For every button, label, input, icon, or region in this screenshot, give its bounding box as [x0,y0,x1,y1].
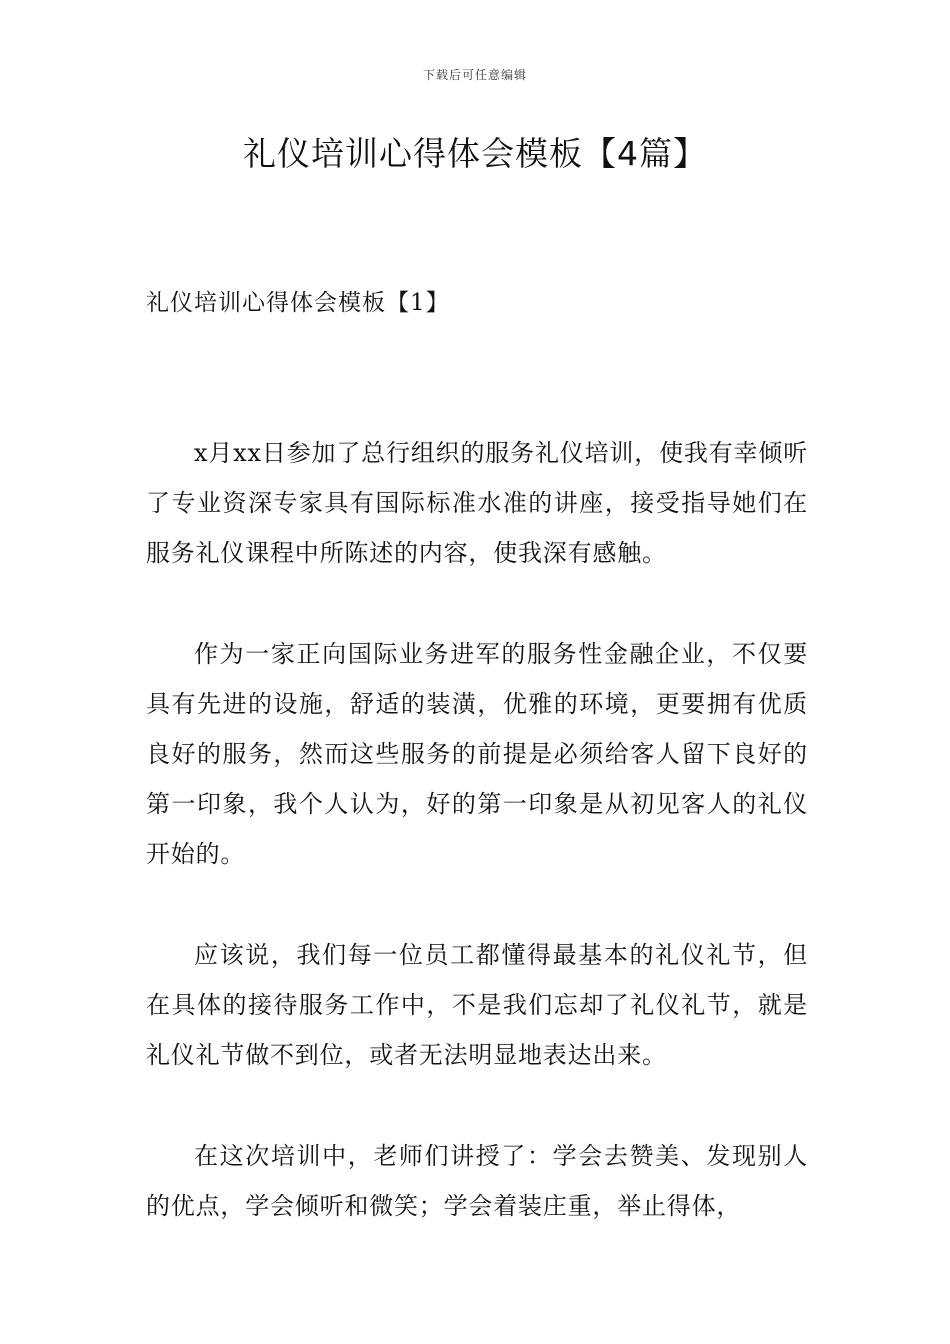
paragraph-1: x月xx日参加了总行组织的服务礼仪培训，使我有幸倾听了专业资深专家具有国际标准水准的讲座，接受指导她们在服务礼仪课程中所陈述的内容，使我深有感触。 [146,439,808,567]
header-note: 下载后可任意编辑 [422,68,527,82]
paragraph-4: 在这次培训中，老师们讲授了：学会去赞美、发现别人的优点，学会倾听和微笑；学会着装庄重，举止得体， [146,1142,808,1220]
section-title: 礼仪培训心得体会模板【1】 [146,290,450,316]
paragraph-3: 应该说，我们每一位员工都懂得最基本的礼仪礼节，但在具体的接待服务工作中，不是我们忘却了礼仪礼节，就是礼仪礼节做不到位，或者无法明显地表达出来。 [146,941,808,1069]
paragraph-2: 作为一家正向国际业务进军的服务性金融企业，不仅要具有先进的设施，舒适的装潢，优雅的环境，更要拥有优质良好的服务，然而这些服务的前提是必须给客人留下良好的第一印象，我个人认为，好的第一印象是从初见客人的礼仪开始的。 [146,640,808,868]
body-text [146,428,808,1282]
document-title: 礼仪培训心得体会模板【4篇】 [243,134,707,173]
